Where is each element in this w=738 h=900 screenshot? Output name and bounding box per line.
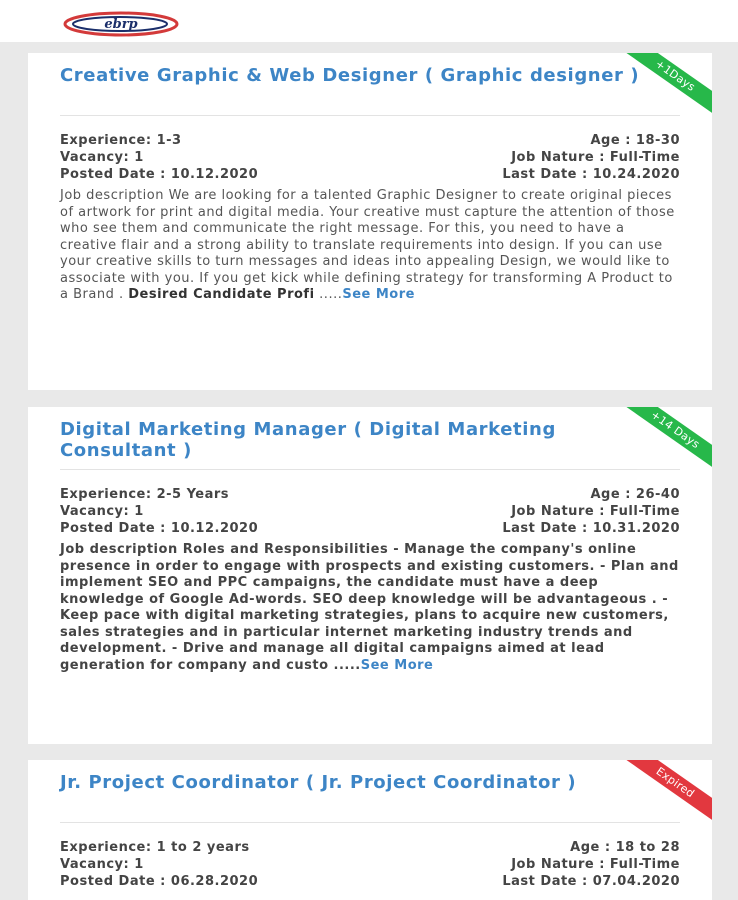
- age-text: Age : 18-30: [590, 133, 680, 148]
- posted-date-text: Posted Date : 10.12.2020: [60, 167, 259, 182]
- job-meta: [60, 839, 680, 890]
- description-bold-tail: Desired Candidate Profi: [128, 287, 315, 302]
- ebrp-logo[interactable]: [62, 8, 180, 38]
- job-card: [28, 760, 712, 900]
- days-badge: +14 Days: [608, 407, 712, 480]
- description-text: Job description Roles and Responsibilities - Manage the company's online presence in order to engage with prospects and existing customers. - Plan and implement SEO and PPC campaigns, the candidate must have a deep knowledge of Google Ad-words. SEO deep knowledge will be advantageous . - Keep pace with digital marketing strategies, plans to acquire new customers, sales strategies and in particular internet marketing industry trends and development. - Drive and manage all digital campaigns aimed at lead generation for company and custo: [60, 542, 679, 673]
- experience-text: Experience: 1-3: [60, 133, 182, 148]
- divider: [60, 115, 680, 116]
- days-badge: +1Days: [608, 53, 712, 126]
- job-card: [28, 407, 712, 744]
- job-title-link[interactable]: Jr. Project Coordinator ( Jr. Project Coordinator ): [60, 772, 577, 793]
- vacancy-text: Vacancy: 1: [60, 150, 144, 165]
- ellipsis: .....: [314, 287, 343, 302]
- vacancy-text: Vacancy: 1: [60, 504, 144, 519]
- job-nature-text: Job Nature : Full-Time: [511, 857, 680, 872]
- job-nature-text: Job Nature : Full-Time: [511, 504, 680, 519]
- last-date-text: Last Date : 10.31.2020: [502, 521, 680, 536]
- divider: [60, 822, 680, 823]
- job-description: [60, 188, 680, 304]
- job-title-link[interactable]: Creative Graphic & Web Designer ( Graphic designer ): [60, 65, 640, 86]
- job-meta: [60, 486, 680, 537]
- experience-text: Experience: 2-5 Years: [60, 487, 230, 502]
- last-date-text: Last Date : 10.24.2020: [502, 167, 680, 182]
- svg-text:ebrp: ebrp: [104, 17, 138, 32]
- job-meta: [60, 132, 680, 183]
- top-bar: [0, 0, 738, 42]
- description-text: Job description We are looking for a talented Graphic Designer to create original pieces of artwork for print and digital media. Your creative must capture the attention of those who see them and communicate the right message. For this, you need to have a creative flair and a strong ability to translate requirements into design. If you can use your creative skills to turn messages and ideas into appealing Design, we would like to associate with you. If you get kick while defining strategy for transforming A Product to a Brand .: [60, 188, 675, 302]
- job-nature-text: Job Nature : Full-Time: [511, 150, 680, 165]
- age-text: Age : 18 to 28: [570, 840, 680, 855]
- job-title-link[interactable]: Digital Marketing Manager ( Digital Marketing Consultant ): [60, 419, 556, 461]
- age-text: Age : 26-40: [590, 487, 680, 502]
- see-more-link[interactable]: See More: [342, 287, 415, 302]
- divider: [60, 469, 680, 470]
- posted-date-text: Posted Date : 06.28.2020: [60, 874, 259, 889]
- posted-date-text: Posted Date : 10.12.2020: [60, 521, 259, 536]
- experience-text: Experience: 1 to 2 years: [60, 840, 250, 855]
- ellipsis: .....: [328, 657, 361, 673]
- see-more-link[interactable]: See More: [360, 657, 434, 673]
- job-card: [28, 53, 712, 390]
- expired-badge: Expired: [608, 760, 712, 833]
- last-date-text: Last Date : 07.04.2020: [502, 874, 680, 889]
- vacancy-text: Vacancy: 1: [60, 857, 144, 872]
- job-description: [60, 542, 680, 674]
